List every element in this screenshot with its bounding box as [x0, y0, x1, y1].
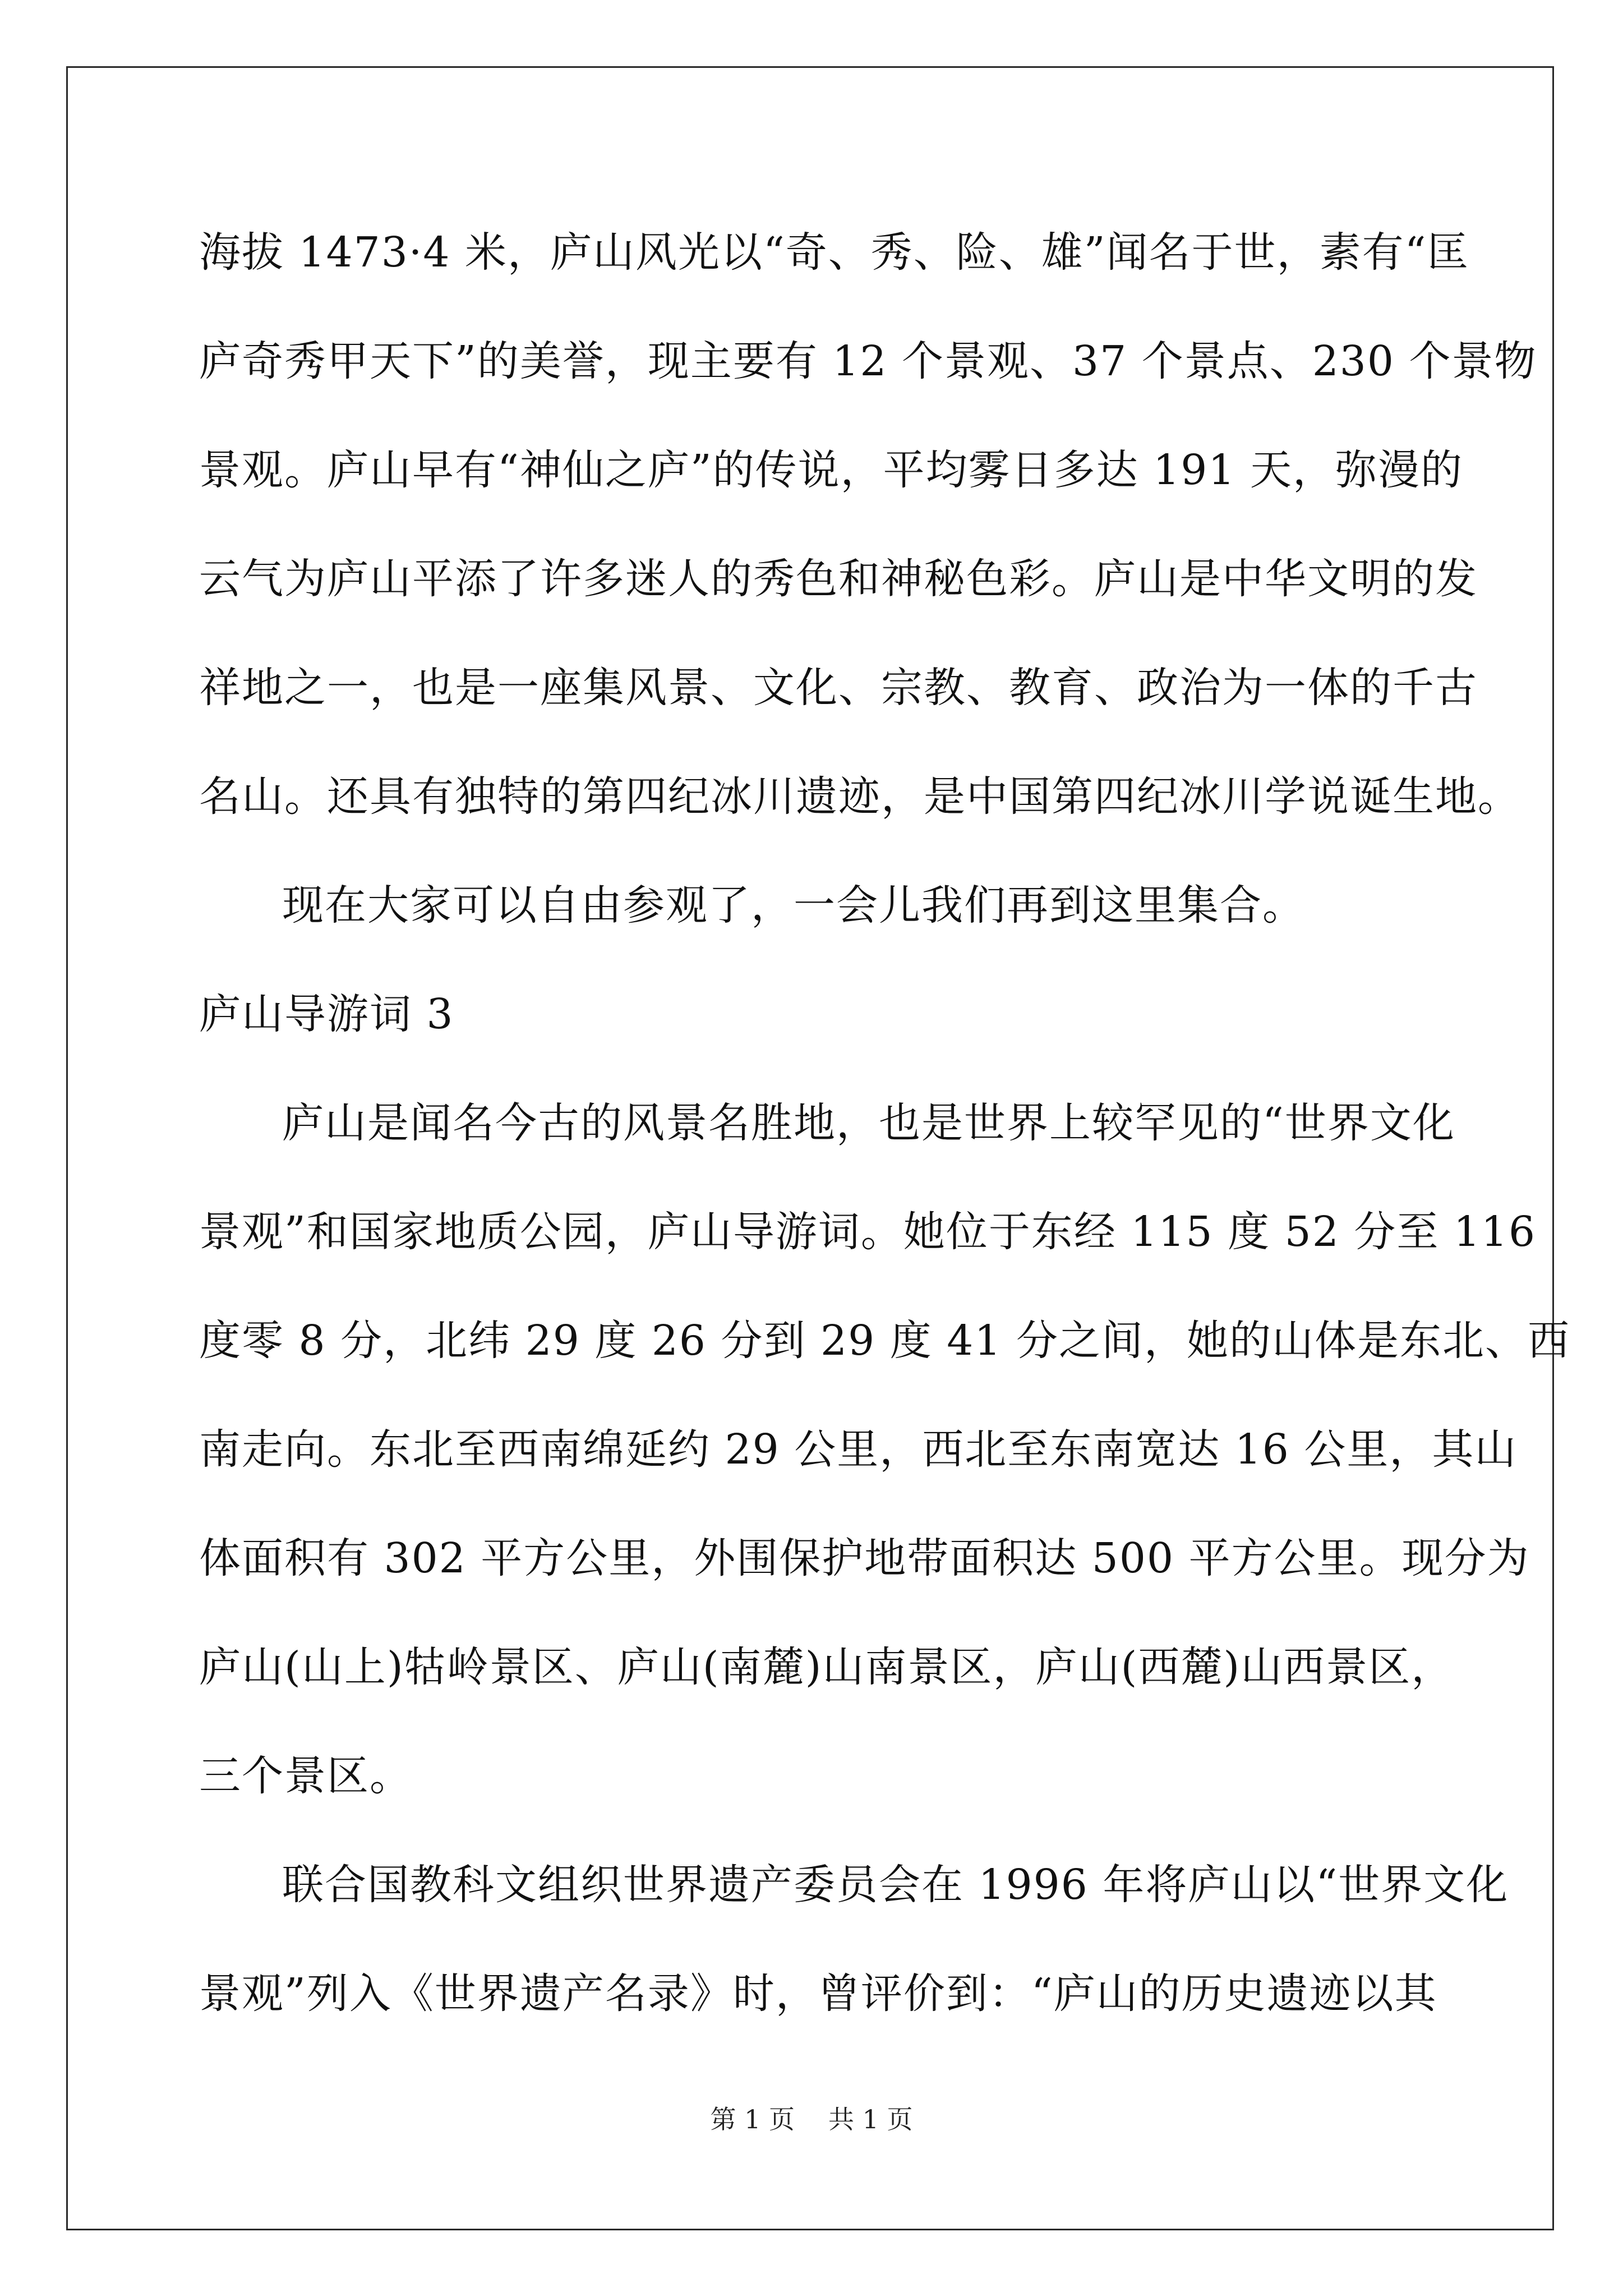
- text-line: 景观”和国家地质公园，庐山导游词。她位于东经 115 度 52 分至 116: [199, 1208, 1537, 1256]
- page-footer: [0, 2102, 1623, 2136]
- paragraph-first-line: 现在大家可以自由参观了，一会儿我们再到这里集合。: [282, 881, 1305, 930]
- text-line: 景观”列入《世界遗产名录》时，曾评价到：“庐山的历史遗迹以其: [199, 1970, 1437, 2018]
- document-body: [199, 210, 1570, 2060]
- text-line: 度零 8 分，北纬 29 度 26 分到 29 度 41 分之间，她的山体是东北、西: [199, 1317, 1570, 1365]
- text-line: 体面积有 302 平方公里，外围保护地带面积达 500 平方公里。现分为: [199, 1534, 1530, 1582]
- page-number: 第 1 页: [710, 2104, 795, 2134]
- text-line: 祥地之一，也是一座集风景、文化、宗教、教育、政治为一体的千古: [199, 664, 1478, 712]
- text-line: 海拔 1473·4 米，庐山风光以“奇、秀、险、雄”闻名于世，素有“匡: [199, 228, 1470, 277]
- paragraph-first-line: 联合国教科文组织世界遗产委员会在 1996 年将庐山以“世界文化: [282, 1861, 1509, 1909]
- paragraph-first-line: 庐山是闻名今古的风景名胜地，也是世界上较罕见的“世界文化: [282, 1099, 1455, 1147]
- text-line: 云气为庐山平添了许多迷人的秀色和神秘色彩。庐山是中华文明的发: [199, 555, 1478, 603]
- text-line: 三个景区。: [199, 1752, 412, 1800]
- text-line: 名山。还具有独特的第四纪冰川遗迹，是中国第四纪冰川学说诞生地。: [199, 772, 1520, 821]
- text-line: 景观。庐山早有“神仙之庐”的传说，平均雾日多达 191 天，弥漫的: [199, 446, 1463, 494]
- text-line: 庐山(山上)牯岭景区、庐山(南麓)山南景区，庐山(西麓)山西景区，: [199, 1643, 1454, 1691]
- text-line: 南走向。东北至西南绵延约 29 公里，西北至东南宽达 16 公里，其山: [199, 1425, 1518, 1474]
- section-heading: 庐山导游词 3: [199, 990, 454, 1038]
- page-total: 共 1 页: [828, 2104, 913, 2134]
- text-line: 庐奇秀甲天下”的美誉，现主要有 12 个景观、37 个景点、230 个景物: [199, 337, 1537, 385]
